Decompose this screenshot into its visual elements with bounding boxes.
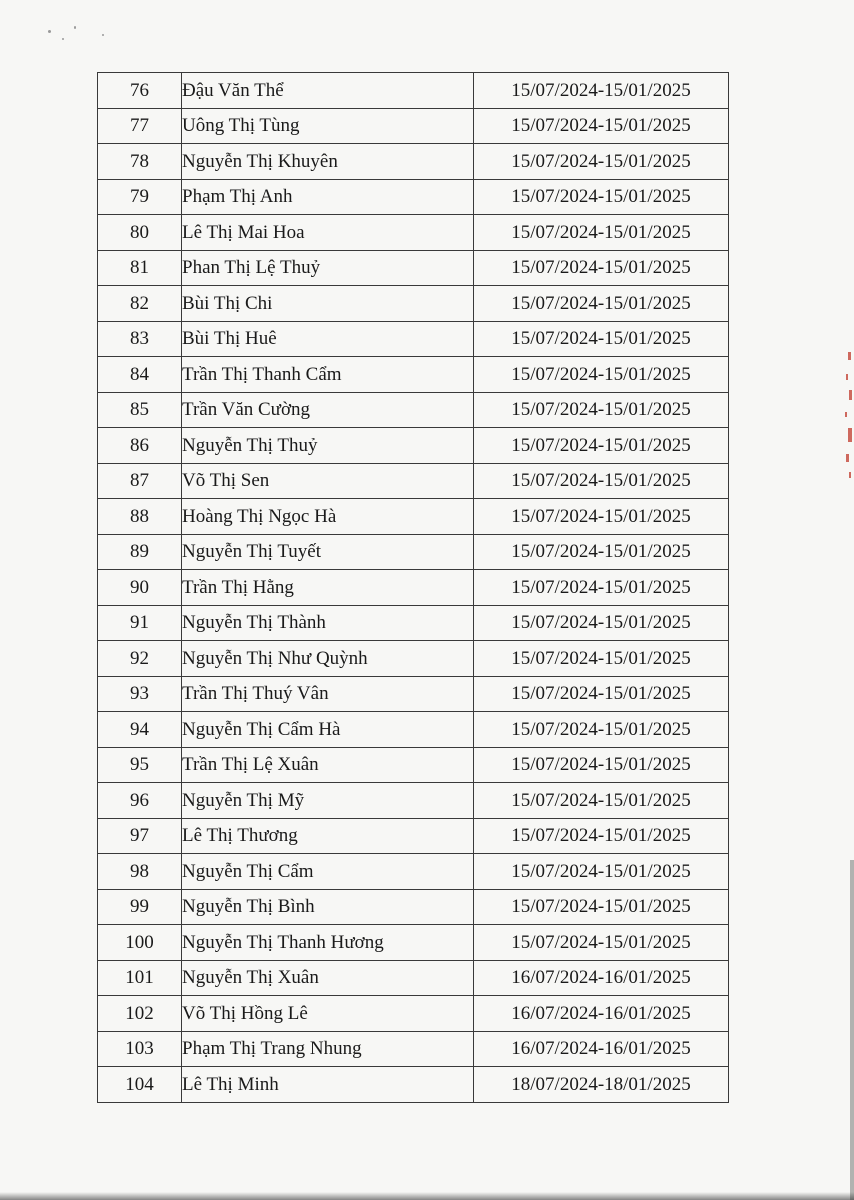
table-row xyxy=(98,960,729,996)
employee-name: Nguyễn Thị Xuân xyxy=(182,960,474,996)
employee-name: Lê Thị Minh xyxy=(182,1067,474,1103)
employee-name: Trần Thị Lệ Xuân xyxy=(182,747,474,783)
date-range: 15/07/2024-15/01/2025 xyxy=(474,215,729,251)
row-number: 103 xyxy=(98,1031,182,1067)
date-range: 15/07/2024-15/01/2025 xyxy=(474,428,729,464)
date-range: 15/07/2024-15/01/2025 xyxy=(474,73,729,109)
table-row xyxy=(98,641,729,677)
employee-name: Trần Thị Thuý Vân xyxy=(182,676,474,712)
stamp-edge-mark xyxy=(845,412,847,417)
row-number: 96 xyxy=(98,783,182,819)
employee-name: Nguyễn Thị Như Quỳnh xyxy=(182,641,474,677)
date-range: 15/07/2024-15/01/2025 xyxy=(474,854,729,890)
table-row xyxy=(98,179,729,215)
date-range: 16/07/2024-16/01/2025 xyxy=(474,960,729,996)
employee-name: Đậu Văn Thể xyxy=(182,73,474,109)
table-row xyxy=(98,1067,729,1103)
date-range: 15/07/2024-15/01/2025 xyxy=(474,605,729,641)
date-range: 18/07/2024-18/01/2025 xyxy=(474,1067,729,1103)
table-row xyxy=(98,570,729,606)
scan-speck xyxy=(62,38,64,40)
row-number: 92 xyxy=(98,641,182,677)
table-row xyxy=(98,73,729,109)
date-range: 15/07/2024-15/01/2025 xyxy=(474,499,729,535)
table-row xyxy=(98,854,729,890)
table-row xyxy=(98,534,729,570)
date-range: 15/07/2024-15/01/2025 xyxy=(474,321,729,357)
stamp-edge-mark xyxy=(848,352,851,360)
date-range: 15/07/2024-15/01/2025 xyxy=(474,534,729,570)
employee-name: Nguyễn Thị Mỹ xyxy=(182,783,474,819)
table-row xyxy=(98,215,729,251)
table-row xyxy=(98,1031,729,1067)
table-row xyxy=(98,889,729,925)
employee-name: Trần Thị Hằng xyxy=(182,570,474,606)
date-range: 15/07/2024-15/01/2025 xyxy=(474,712,729,748)
table-row xyxy=(98,996,729,1032)
employee-name: Võ Thị Sen xyxy=(182,463,474,499)
employee-name: Nguyễn Thị Bình xyxy=(182,889,474,925)
roster-table xyxy=(97,72,729,1103)
employee-name: Hoàng Thị Ngọc Hà xyxy=(182,499,474,535)
employee-name: Trần Văn Cường xyxy=(182,392,474,428)
employee-name: Trần Thị Thanh Cẩm xyxy=(182,357,474,393)
table-row xyxy=(98,428,729,464)
row-number: 95 xyxy=(98,747,182,783)
employee-name: Nguyễn Thị Thành xyxy=(182,605,474,641)
row-number: 84 xyxy=(98,357,182,393)
row-number: 83 xyxy=(98,321,182,357)
stamp-edge-mark xyxy=(849,472,851,478)
employee-name: Nguyễn Thị Thuỷ xyxy=(182,428,474,464)
employee-name: Nguyễn Thị Tuyết xyxy=(182,534,474,570)
table-row xyxy=(98,144,729,180)
employee-name: Lê Thị Thương xyxy=(182,818,474,854)
date-range: 16/07/2024-16/01/2025 xyxy=(474,996,729,1032)
table-row xyxy=(98,605,729,641)
scan-speck xyxy=(48,30,51,33)
employee-name: Nguyễn Thị Cẩm xyxy=(182,854,474,890)
employee-name: Bùi Thị Chi xyxy=(182,286,474,322)
row-number: 79 xyxy=(98,179,182,215)
stamp-edge-mark xyxy=(846,374,848,380)
table-row xyxy=(98,250,729,286)
date-range: 16/07/2024-16/01/2025 xyxy=(474,1031,729,1067)
row-number: 102 xyxy=(98,996,182,1032)
date-range: 15/07/2024-15/01/2025 xyxy=(474,286,729,322)
row-number: 76 xyxy=(98,73,182,109)
table-row xyxy=(98,108,729,144)
stamp-edge-mark xyxy=(848,428,852,442)
row-number: 85 xyxy=(98,392,182,428)
employee-name: Phạm Thị Anh xyxy=(182,179,474,215)
table-row xyxy=(98,357,729,393)
row-number: 86 xyxy=(98,428,182,464)
date-range: 15/07/2024-15/01/2025 xyxy=(474,818,729,854)
row-number: 78 xyxy=(98,144,182,180)
row-number: 89 xyxy=(98,534,182,570)
scan-specks xyxy=(44,24,114,44)
scan-speck xyxy=(74,26,76,29)
date-range: 15/07/2024-15/01/2025 xyxy=(474,925,729,961)
employee-name: Võ Thị Hồng Lê xyxy=(182,996,474,1032)
row-number: 104 xyxy=(98,1067,182,1103)
table-row xyxy=(98,499,729,535)
date-range: 15/07/2024-15/01/2025 xyxy=(474,357,729,393)
date-range: 15/07/2024-15/01/2025 xyxy=(474,392,729,428)
employee-name: Lê Thị Mai Hoa xyxy=(182,215,474,251)
row-number: 87 xyxy=(98,463,182,499)
scan-speck xyxy=(102,34,104,36)
row-number: 81 xyxy=(98,250,182,286)
date-range: 15/07/2024-15/01/2025 xyxy=(474,747,729,783)
row-number: 88 xyxy=(98,499,182,535)
date-range: 15/07/2024-15/01/2025 xyxy=(474,783,729,819)
row-number: 82 xyxy=(98,286,182,322)
date-range: 15/07/2024-15/01/2025 xyxy=(474,676,729,712)
employee-name: Uông Thị Tùng xyxy=(182,108,474,144)
date-range: 15/07/2024-15/01/2025 xyxy=(474,144,729,180)
employee-name: Phạm Thị Trang Nhung xyxy=(182,1031,474,1067)
date-range: 15/07/2024-15/01/2025 xyxy=(474,463,729,499)
date-range: 15/07/2024-15/01/2025 xyxy=(474,570,729,606)
table-row xyxy=(98,925,729,961)
row-number: 93 xyxy=(98,676,182,712)
table-row xyxy=(98,712,729,748)
table-row xyxy=(98,463,729,499)
date-range: 15/07/2024-15/01/2025 xyxy=(474,250,729,286)
table-row xyxy=(98,747,729,783)
scan-edge-shadow xyxy=(850,860,854,1200)
table-row xyxy=(98,286,729,322)
table-row xyxy=(98,818,729,854)
table-row xyxy=(98,783,729,819)
table-row xyxy=(98,392,729,428)
stamp-edge-mark xyxy=(846,454,849,462)
stamp-edge-marks xyxy=(840,350,854,490)
row-number: 99 xyxy=(98,889,182,925)
employee-name: Bùi Thị Huê xyxy=(182,321,474,357)
employee-name: Nguyễn Thị Khuyên xyxy=(182,144,474,180)
row-number: 101 xyxy=(98,960,182,996)
row-number: 91 xyxy=(98,605,182,641)
date-range: 15/07/2024-15/01/2025 xyxy=(474,179,729,215)
date-range: 15/07/2024-15/01/2025 xyxy=(474,641,729,677)
employee-name: Nguyễn Thị Thanh Hương xyxy=(182,925,474,961)
row-number: 100 xyxy=(98,925,182,961)
stamp-edge-mark xyxy=(849,390,852,400)
employee-name: Nguyễn Thị Cẩm Hà xyxy=(182,712,474,748)
row-number: 98 xyxy=(98,854,182,890)
roster-table-body xyxy=(98,73,729,1103)
table-row xyxy=(98,321,729,357)
row-number: 77 xyxy=(98,108,182,144)
row-number: 97 xyxy=(98,818,182,854)
row-number: 90 xyxy=(98,570,182,606)
row-number: 94 xyxy=(98,712,182,748)
row-number: 80 xyxy=(98,215,182,251)
scan-bottom-shadow xyxy=(0,1192,854,1200)
table-row xyxy=(98,676,729,712)
date-range: 15/07/2024-15/01/2025 xyxy=(474,889,729,925)
employee-name: Phan Thị Lệ Thuỷ xyxy=(182,250,474,286)
date-range: 15/07/2024-15/01/2025 xyxy=(474,108,729,144)
